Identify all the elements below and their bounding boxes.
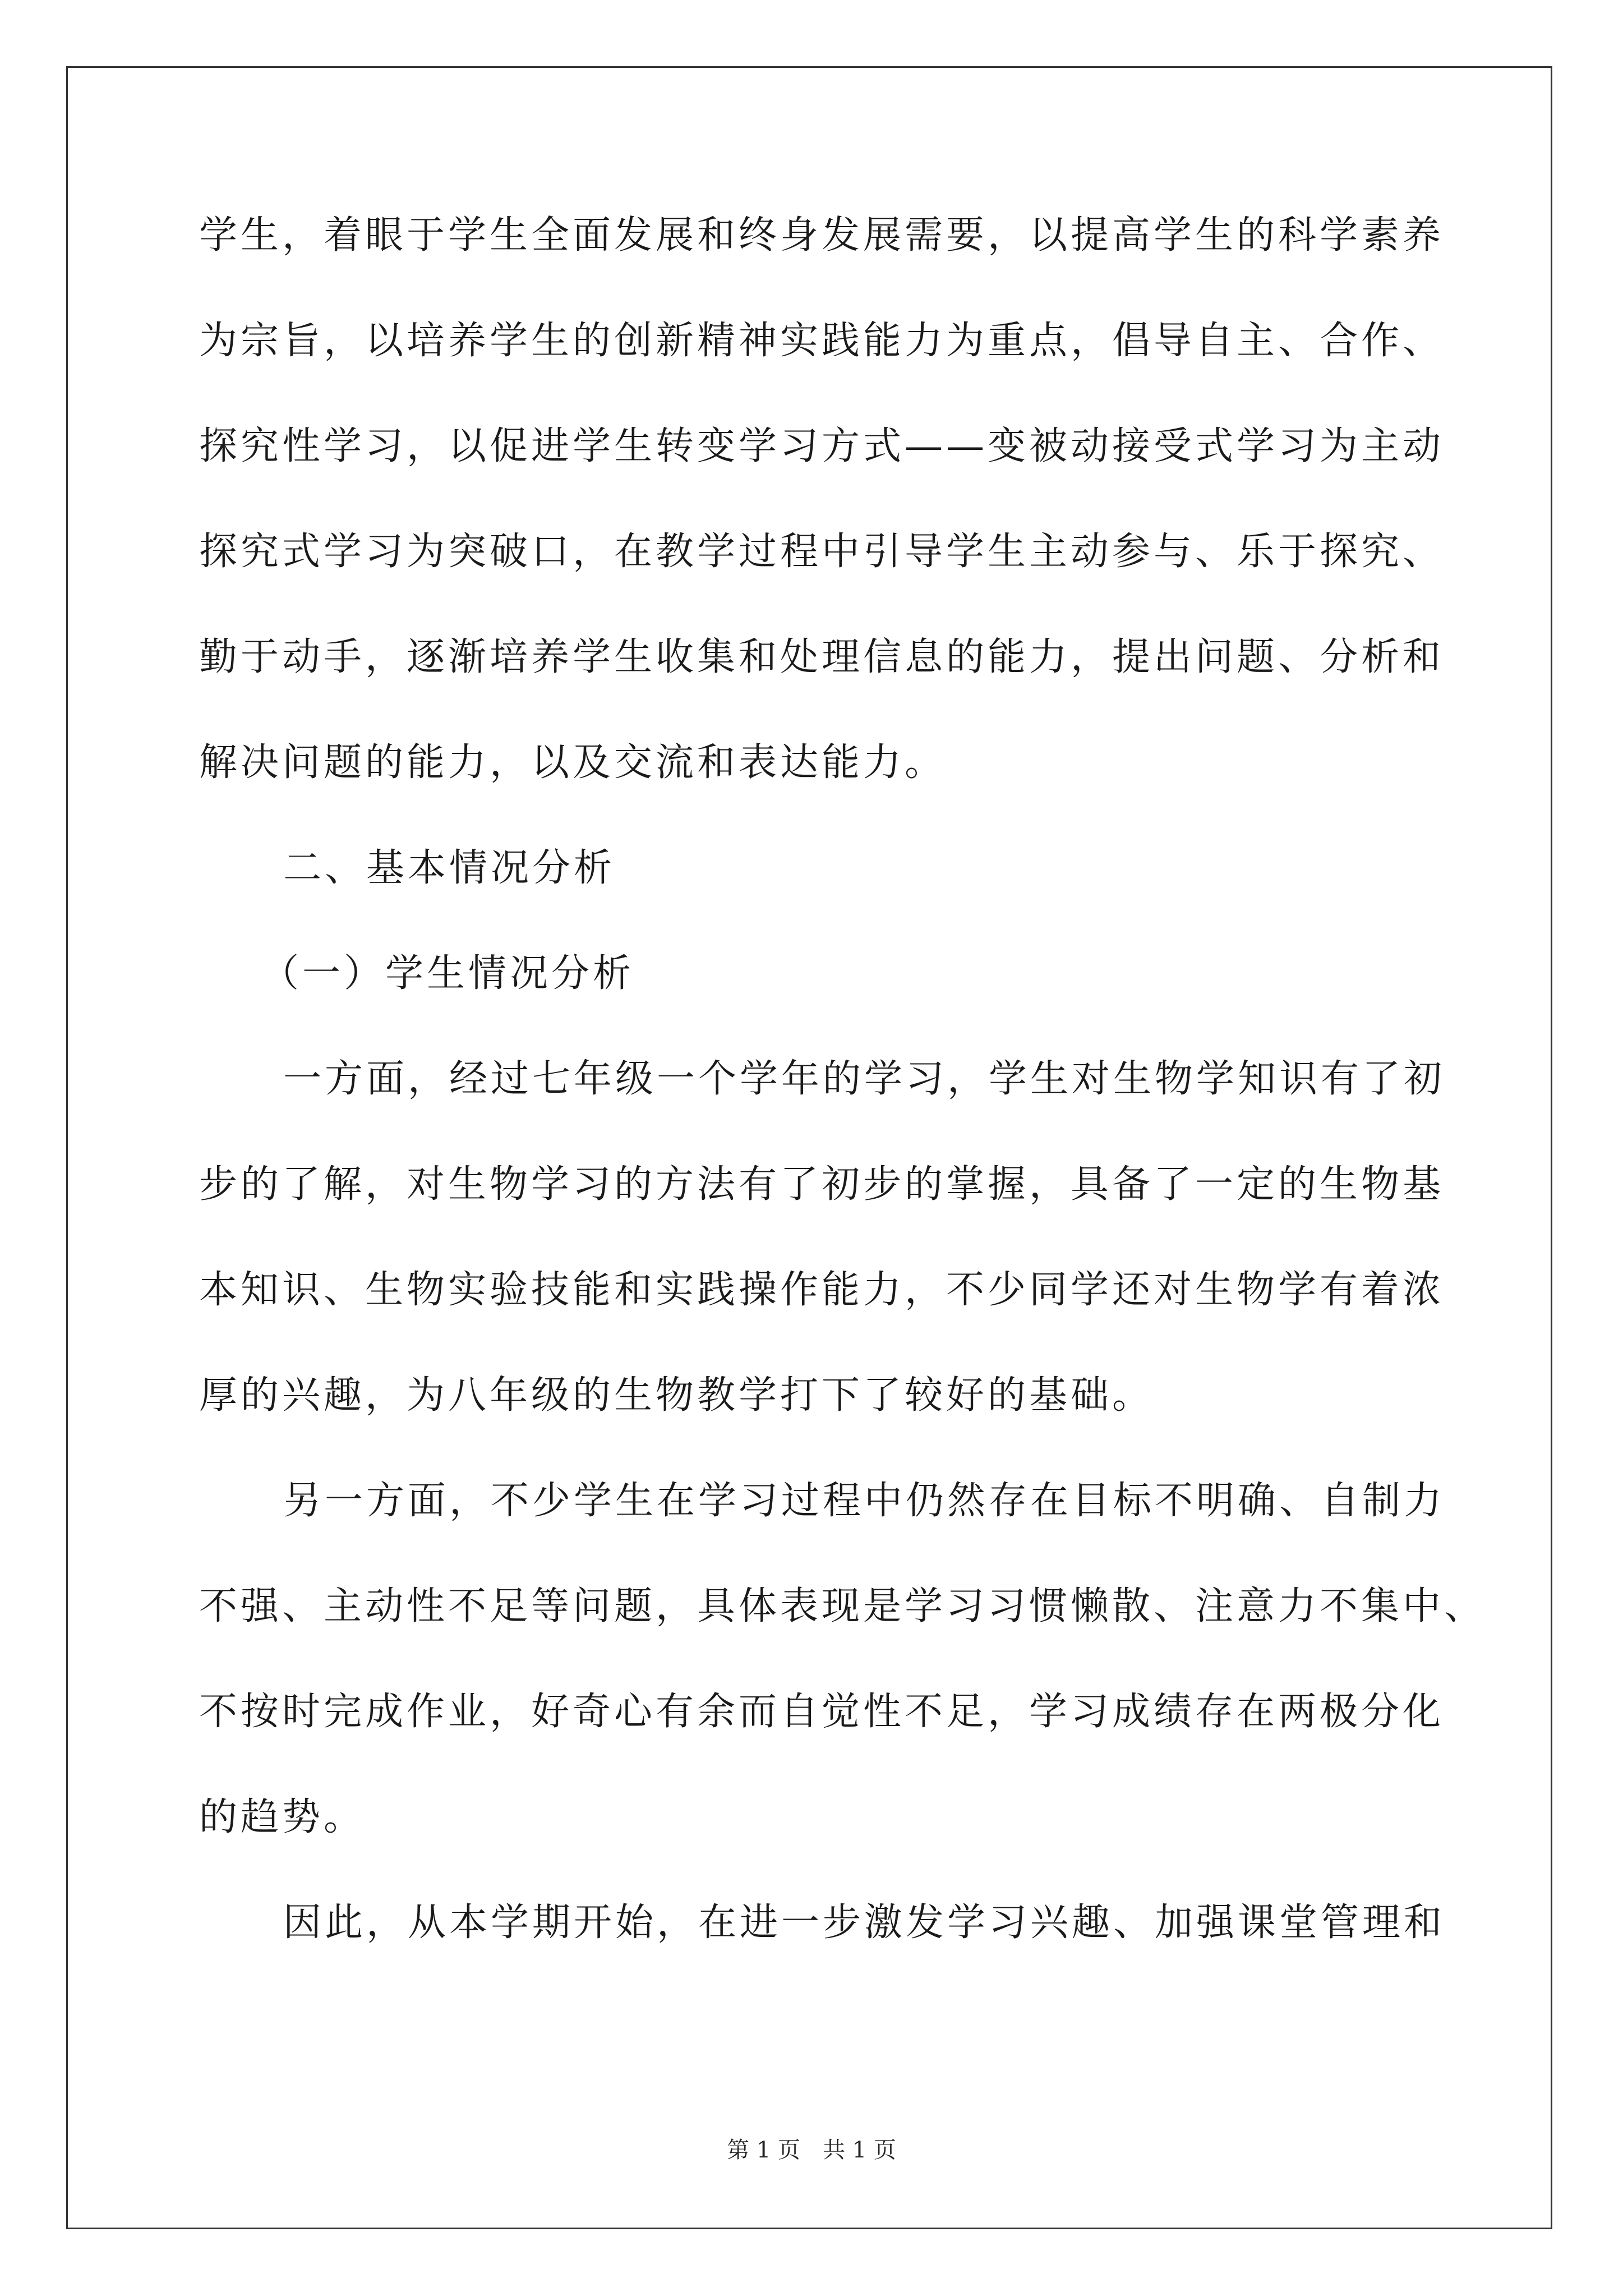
text-line: 步的了解，对生物学习的方法有了初步的掌握，具备了一定的生物基 <box>199 1162 1445 1207</box>
page-footer: 第 1 页 共 1 页 <box>727 2137 896 2163</box>
text-line: 解决问题的能力，以及交流和表达能力。 <box>199 740 947 785</box>
text-line: 一方面，经过七年级一个学年的学习，学生对生物学知识有了初 <box>283 1057 1446 1101</box>
text-line: 的趋势。 <box>199 1795 366 1839</box>
text-line: 探究性学习，以促进学生转变学习方式——变被动接受式学习为主动 <box>199 424 1445 468</box>
section-heading: 二、基本情况分析 <box>283 846 616 890</box>
text-line: 不强、主动性不足等问题，具体表现是学习习惯懒散、注意力不集中、 <box>199 1584 1486 1628</box>
text-line: 为宗旨，以培养学生的创新精神实践能力为重点，倡导自主、合作、 <box>199 319 1445 363</box>
text-line: 学生，着眼于学生全面发展和终身发展需要，以提高学生的科学素养 <box>199 213 1445 257</box>
text-line: 厚的兴趣，为八年级的生物教学打下了较好的基础。 <box>199 1373 1154 1418</box>
subsection-heading: （一）学生情况分析 <box>261 951 635 996</box>
text-line: 另一方面，不少学生在学习过程中仍然存在目标不明确、自制力 <box>283 1479 1446 1523</box>
text-line: 不按时完成作业，好奇心有余而自觉性不足，学习成绩存在两极分化 <box>199 1690 1445 1734</box>
text-line: 探究式学习为突破口，在教学过程中引导学生主动参与、乐于探究、 <box>199 530 1445 574</box>
text-line: 本知识、生物实验技能和实践操作能力，不少同学还对生物学有着浓 <box>199 1268 1445 1312</box>
text-line: 勤于动手，逐渐培养学生收集和处理信息的能力，提出问题、分析和 <box>199 635 1445 679</box>
text-line: 因此，从本学期开始，在进一步激发学习兴趣、加强课堂管理和 <box>283 1901 1446 1945</box>
